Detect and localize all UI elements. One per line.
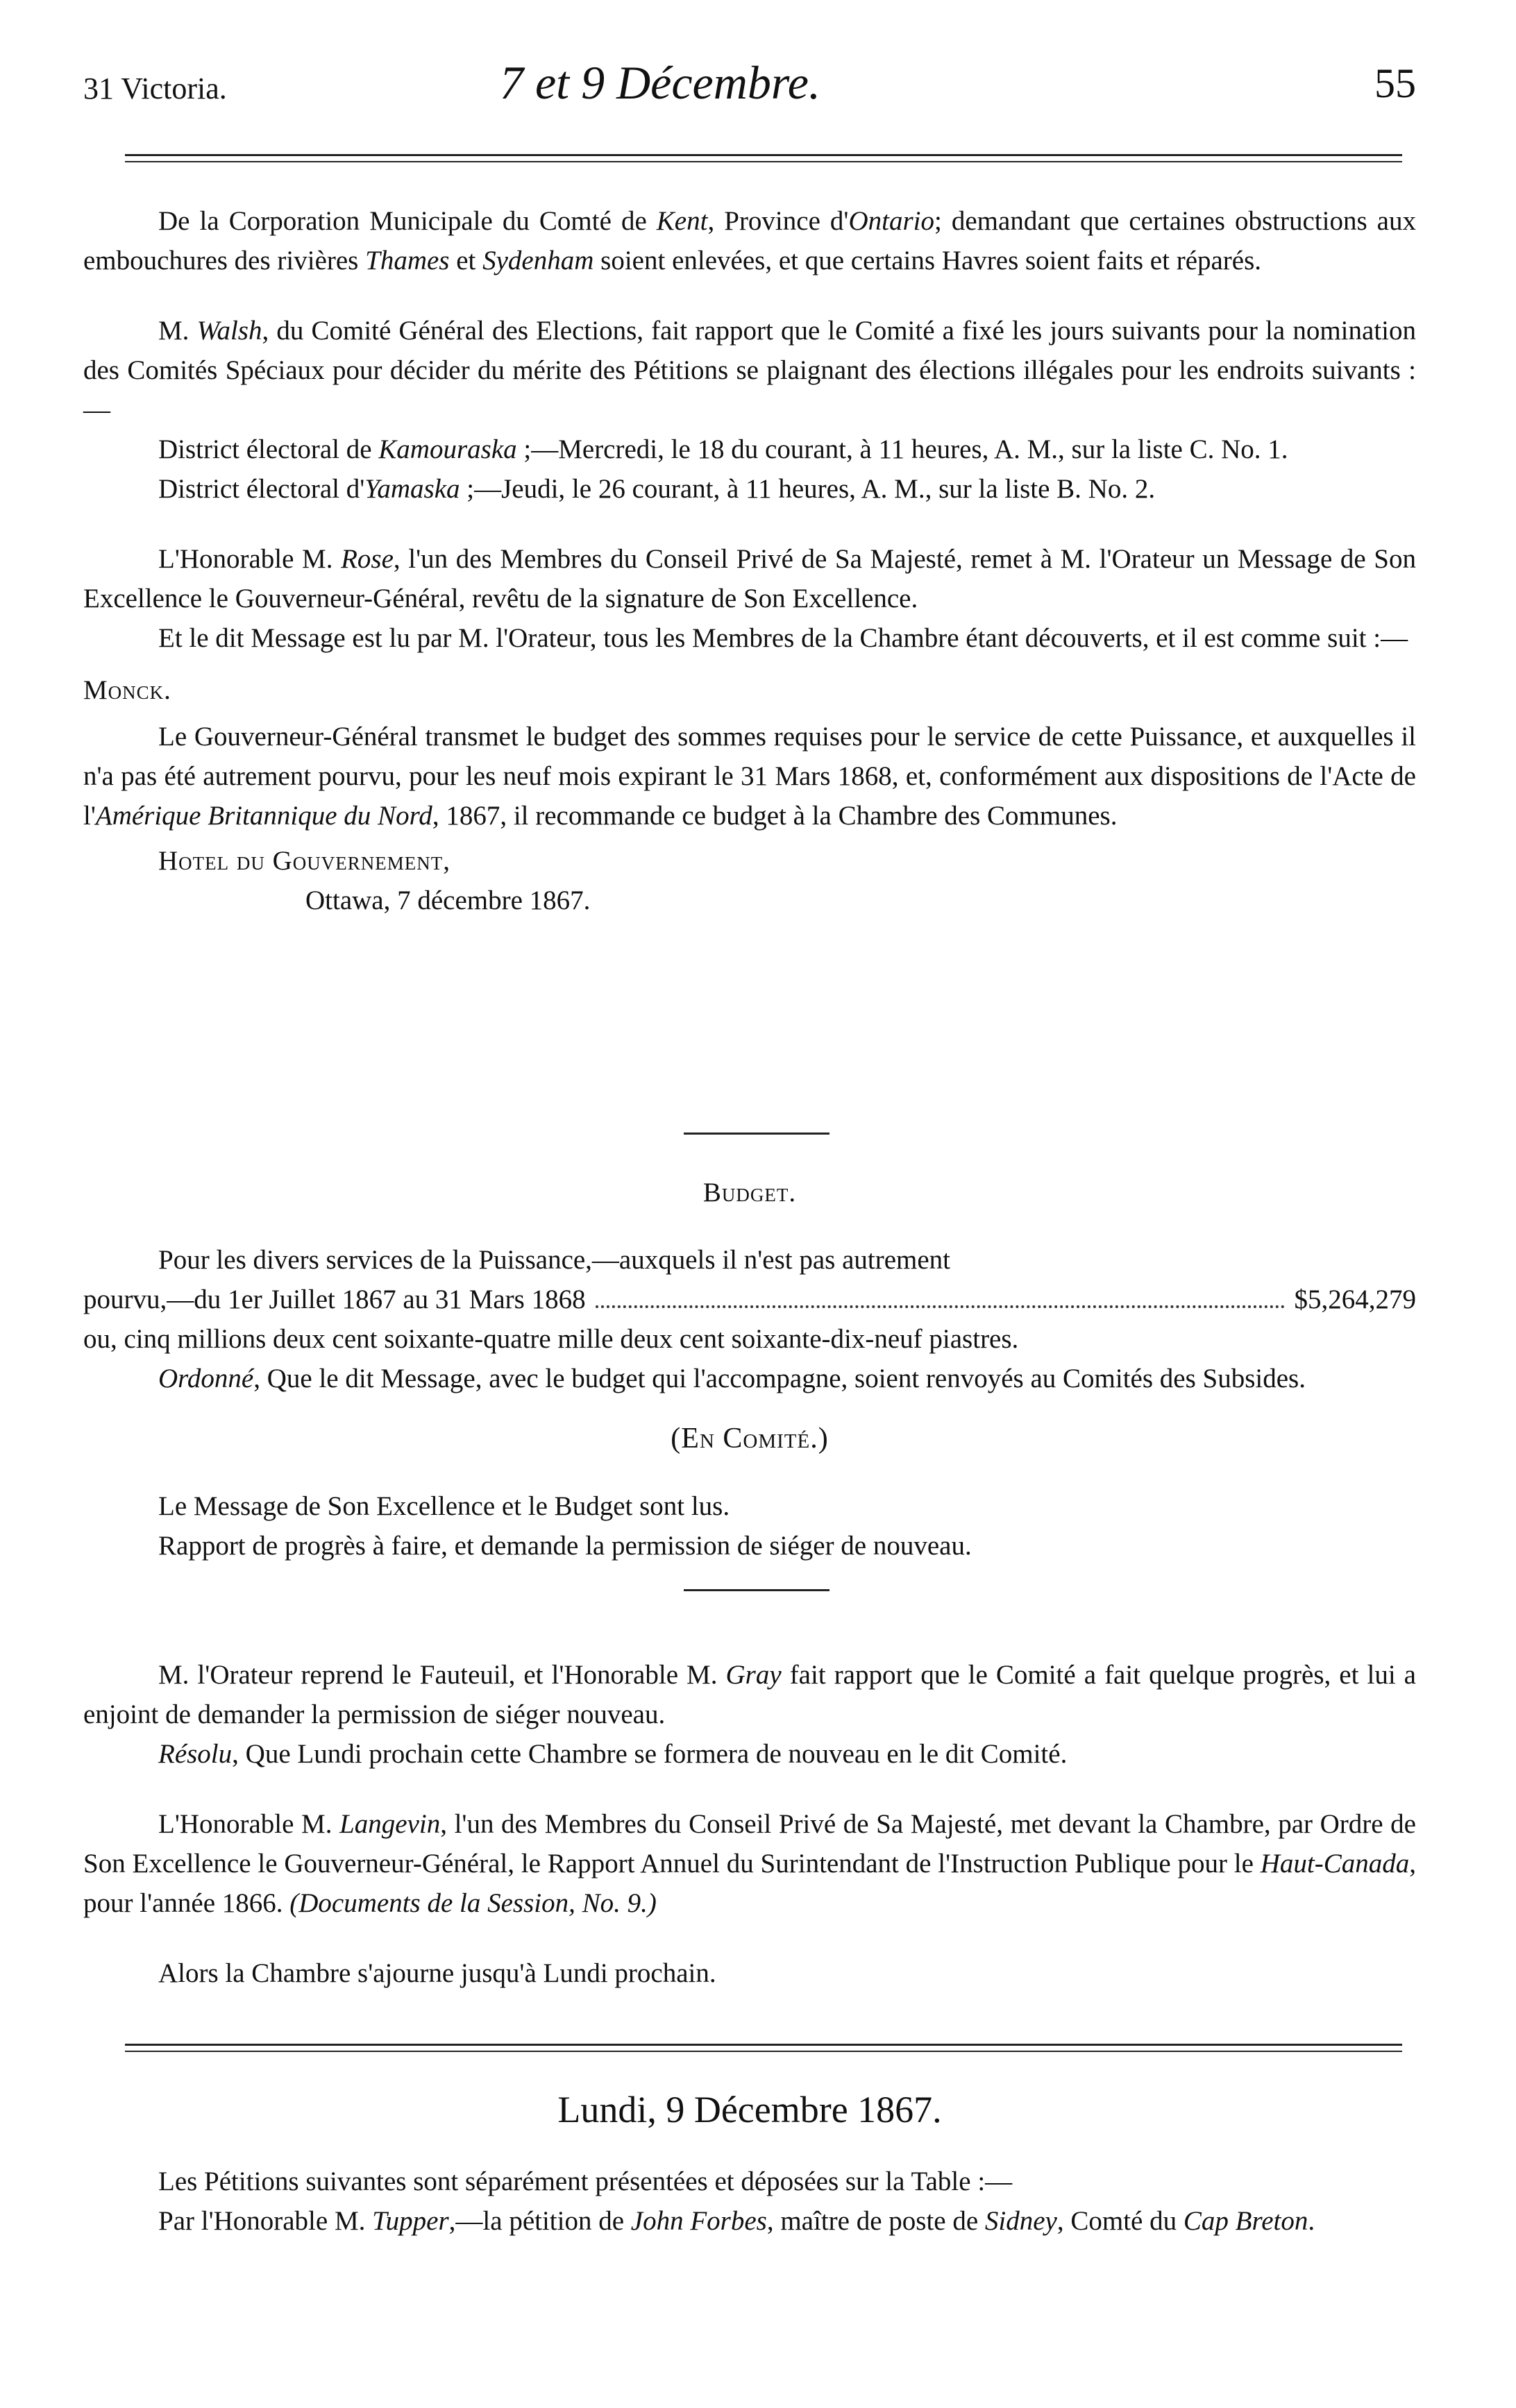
budget-line-2: pourvu,—du 1er Juillet 1867 au 31 Mars 1868 — [83, 1284, 586, 1314]
budget-block — [83, 1173, 1416, 1566]
member-rose: Rose — [341, 544, 394, 574]
petition-kent: De la Corporation Municipale du Comté de Kent, Province d'Ontario; demandant que certaines obstructions aux embouchures des rivières Thames et Sydenham soient enlevées, et que certains Havres soient faits et réparés. — [83, 206, 1416, 275]
langevin-report: L'Honorable M. Langevin, l'un des Membres du Conseil Privé de Sa Majesté, met devant la Chambre, par Ordre de Son Excellence le Gouverneur-Général, le Rapport Annuel du Surintendant de l'Instruction Publique pour le Haut-Canada, pour l'année 1866. (Documents de la Session, No. 9.) — [83, 1809, 1416, 1918]
signature-monck: Monck. — [83, 675, 171, 705]
district-kamouraska: District électoral de Kamouraska ;—Mercredi, le 18 du courant, à 11 heures, A. M., sur la liste C. No. 1. — [158, 434, 1288, 464]
ottawa-date: Ottawa, 7 décembre 1867. — [305, 885, 591, 915]
hotel-line: Hotel du Gouvernement, — [158, 846, 451, 876]
resolu-paragraph: Résolu, Que Lundi prochain cette Chambre se formera de nouveau en le dit Comité. — [158, 1739, 1068, 1769]
ordonne-paragraph: Ordonné, Que le dit Message, avec le budget qui l'accompagne, soient renvoyés au Comités des Subsides. — [158, 1364, 1306, 1393]
district-yamaska: District électoral d'Yamaska ;—Jeudi, le 26 courant, à 11 heures, A. M., sur la liste B. No. 2. — [158, 474, 1156, 504]
running-header — [83, 56, 1416, 118]
header-rule — [125, 154, 1402, 156]
message-end-rule — [684, 1133, 829, 1135]
section-rule — [125, 2044, 1402, 2046]
petitions-intro: Les Pétitions suivantes sont séparément présentées et déposées sur la Table :— — [158, 2167, 1013, 2196]
river-thames: Thames — [365, 246, 450, 275]
budget-line-3: ou, cinq millions deux cent soixante-quatre mille deux cent soixante-dix-neuf piastres. — [83, 1324, 1019, 1354]
dot-leader — [596, 1305, 1285, 1308]
walsh-report: M. Walsh, du Comité Général des Elections, fait rapport que le Comité a fixé les jours suivants pour la nomination des Comités Spéciaux pour décider du mérite des Pétitions se plaignant des élections illégales pour les endroits suivants :— — [83, 316, 1416, 425]
member-walsh: Walsh — [196, 316, 262, 346]
budget-line-1: Pour les divers services de la Puissance,—auxquels il n'est pas autrement — [158, 1245, 950, 1275]
member-langevin: Langevin — [339, 1809, 441, 1839]
gray-report: M. l'Orateur reprend le Fauteuil, et l'Honorable M. Gray fait rapport que le Comité a fait quelque progrès, et lui a enjoint de demander la permission de siéger nouveau. — [83, 1660, 1416, 1729]
en-comite-heading: (En Comité.) — [671, 1423, 829, 1455]
date-heading: Lundi, 9 Décembre 1867. — [557, 2089, 942, 2130]
river-sydenham: Sydenham — [482, 246, 594, 275]
act-name: Amérique Britannique du Nord — [95, 801, 432, 831]
budget-heading: Budget. — [702, 1178, 797, 1207]
page-number: 55 — [1374, 60, 1416, 106]
section-lundi — [83, 2085, 1416, 2241]
comite-end-rule — [684, 1589, 829, 1591]
comite-line-1: Le Message de Son Excellence et le Budget sont lus. — [158, 1491, 730, 1521]
member-tupper: Tupper — [372, 2206, 449, 2236]
tupper-petition: Par l'Honorable M. Tupper,—la pétition de John Forbes, maître de poste de Sidney, Comté du Cap Breton. — [158, 2206, 1315, 2236]
message-read: Et le dit Message est lu par M. l'Orateur, tous les Membres de la Chambre étant découverts, et il est comme suit :— — [158, 623, 1408, 653]
place-kent: Kent — [656, 206, 708, 236]
message-body: Le Gouverneur-Général transmet le budget des sommes requises pour le service de cette Puissance, et auxquelles il n'a pas été autrement pourvu, pour les neuf mois expirant le 31 Mars 1868, et, conformément aux dispositions de l'Acte de l'Amérique Britannique du Nord, 1867, il recommande ce budget à la Chambre des Communes. — [83, 722, 1416, 831]
comite-line-2: Rapport de progrès à faire, et demande la permission de siéger de nouveau. — [158, 1531, 972, 1561]
budget-amount: $5,264,279 — [1294, 1284, 1416, 1314]
after-committee-block — [83, 1655, 1416, 1993]
main-column — [83, 201, 1416, 920]
header-center: 7 et 9 Décembre. — [500, 56, 820, 109]
place-ontario: Ontario — [848, 206, 934, 236]
header-left: 31 Victoria. — [83, 71, 227, 105]
adjourn-line: Alors la Chambre s'ajourne jusqu'à Lundi prochain. — [158, 1958, 716, 1988]
documents-reference: (Documents de la Session, No. 9.) — [289, 1888, 657, 1918]
rose-message: L'Honorable M. Rose, l'un des Membres du Conseil Privé de Sa Majesté, remet à M. l'Orateur un Message de Son Excellence le Gouverneur-Général, revêtu de la signature de Son Excellence. — [83, 544, 1416, 613]
budget-amount-line — [83, 1280, 1416, 1319]
member-gray: Gray — [725, 1660, 782, 1690]
